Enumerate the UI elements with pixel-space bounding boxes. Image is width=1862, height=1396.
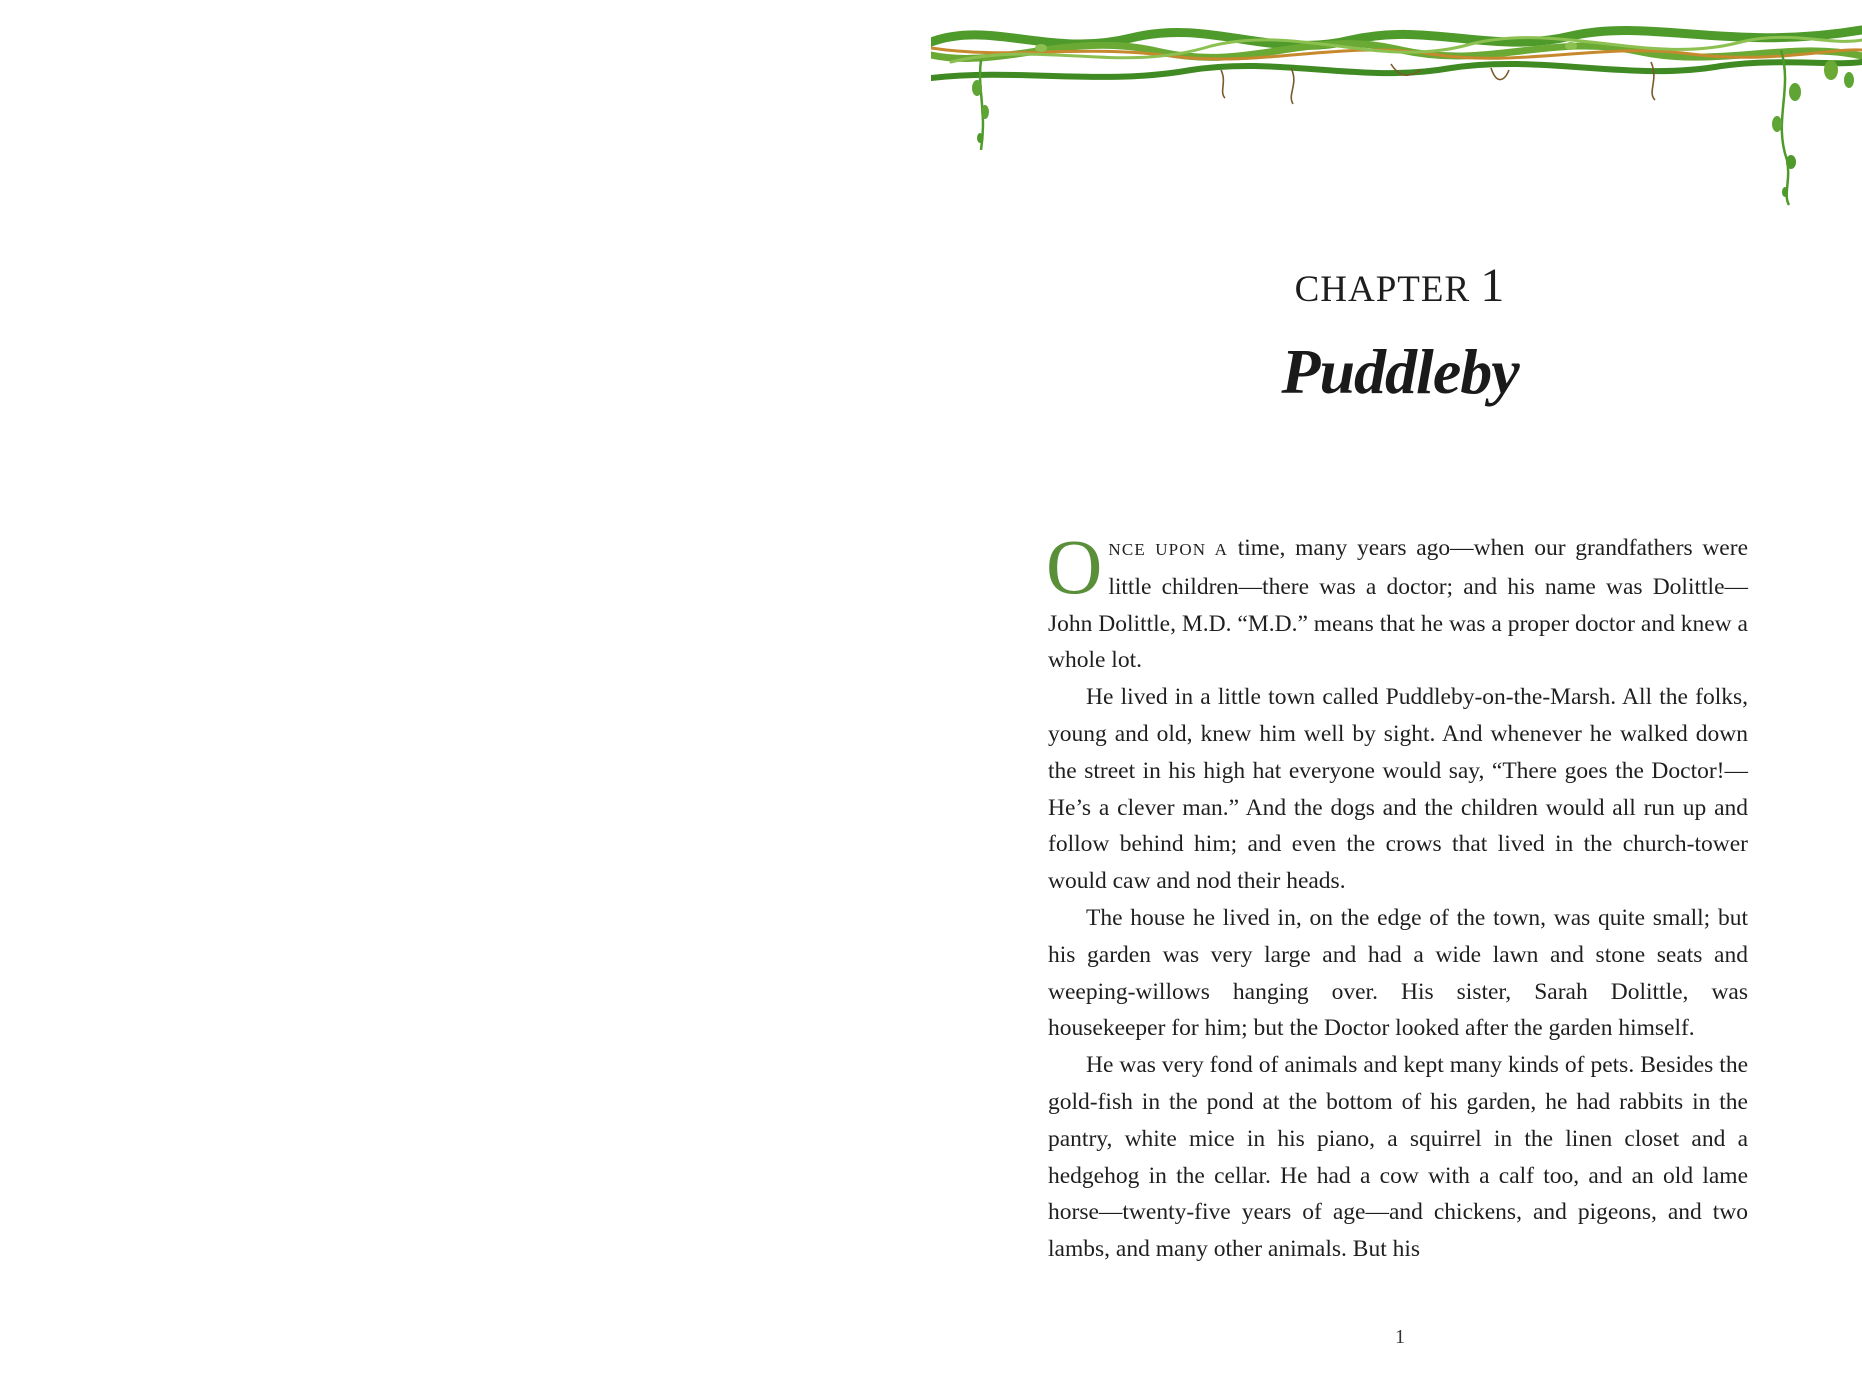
paragraph-2: He lived in a little town called Puddleby-on-the-Marsh. All the folks, young and old, knew him well by sight. And whenever he walked down the street in his high hat everyone would say, “There goes the Doctor!—He’s a clever man.” And the dogs and the children would all run up and follow behind him; and even the crows that lived in the church-tower would caw and nod their heads. (1048, 684, 1748, 895)
paragraph-4: He was very fond of animals and kept many kinds of pets. Besides the gold-fish in the pond at the bottom of his garden, he had rabbits in the pantry, white mice in his piano, a squirrel in the linen closet and a hedgehog in the cellar. He had a cow with a calf too, and an old lame horse—twenty-five years of age—and chickens, and pigeons, and two lambs, and many other animals. But his (1048, 1052, 1748, 1263)
paragraph-1-text: time, many years ago—when our grandfathers were little children—there was a doctor; and his name was Dolittle—John Dolittle, M.D. “M.D.” means that he was a proper doctor and knew a whole lot. (1048, 535, 1748, 674)
chapter-heading (1100, 258, 1700, 313)
chapter-label: CHAPTER (1294, 269, 1471, 310)
page-number: 1 (1395, 1326, 1405, 1348)
chapter-body (1046, 523, 1748, 1268)
paragraph-3: The house he lived in, on the edge of the town, was quite small; but his garden was very large and had a wide lawn and stone seats and weeping-willows hanging over. His sister, Sarah Dolittle, was housekeeper for him; but the Doctor looked after the garden himself. (1048, 904, 1748, 1042)
drop-cap: O (1046, 523, 1103, 610)
paragraph-1 (1046, 523, 1748, 679)
opening-smallcaps: NCE UPON A (1108, 540, 1229, 559)
chapter-title: Puddleby (1281, 336, 1519, 407)
vine-decoration (931, 0, 1862, 220)
chapter-number: 1 (1480, 259, 1506, 312)
